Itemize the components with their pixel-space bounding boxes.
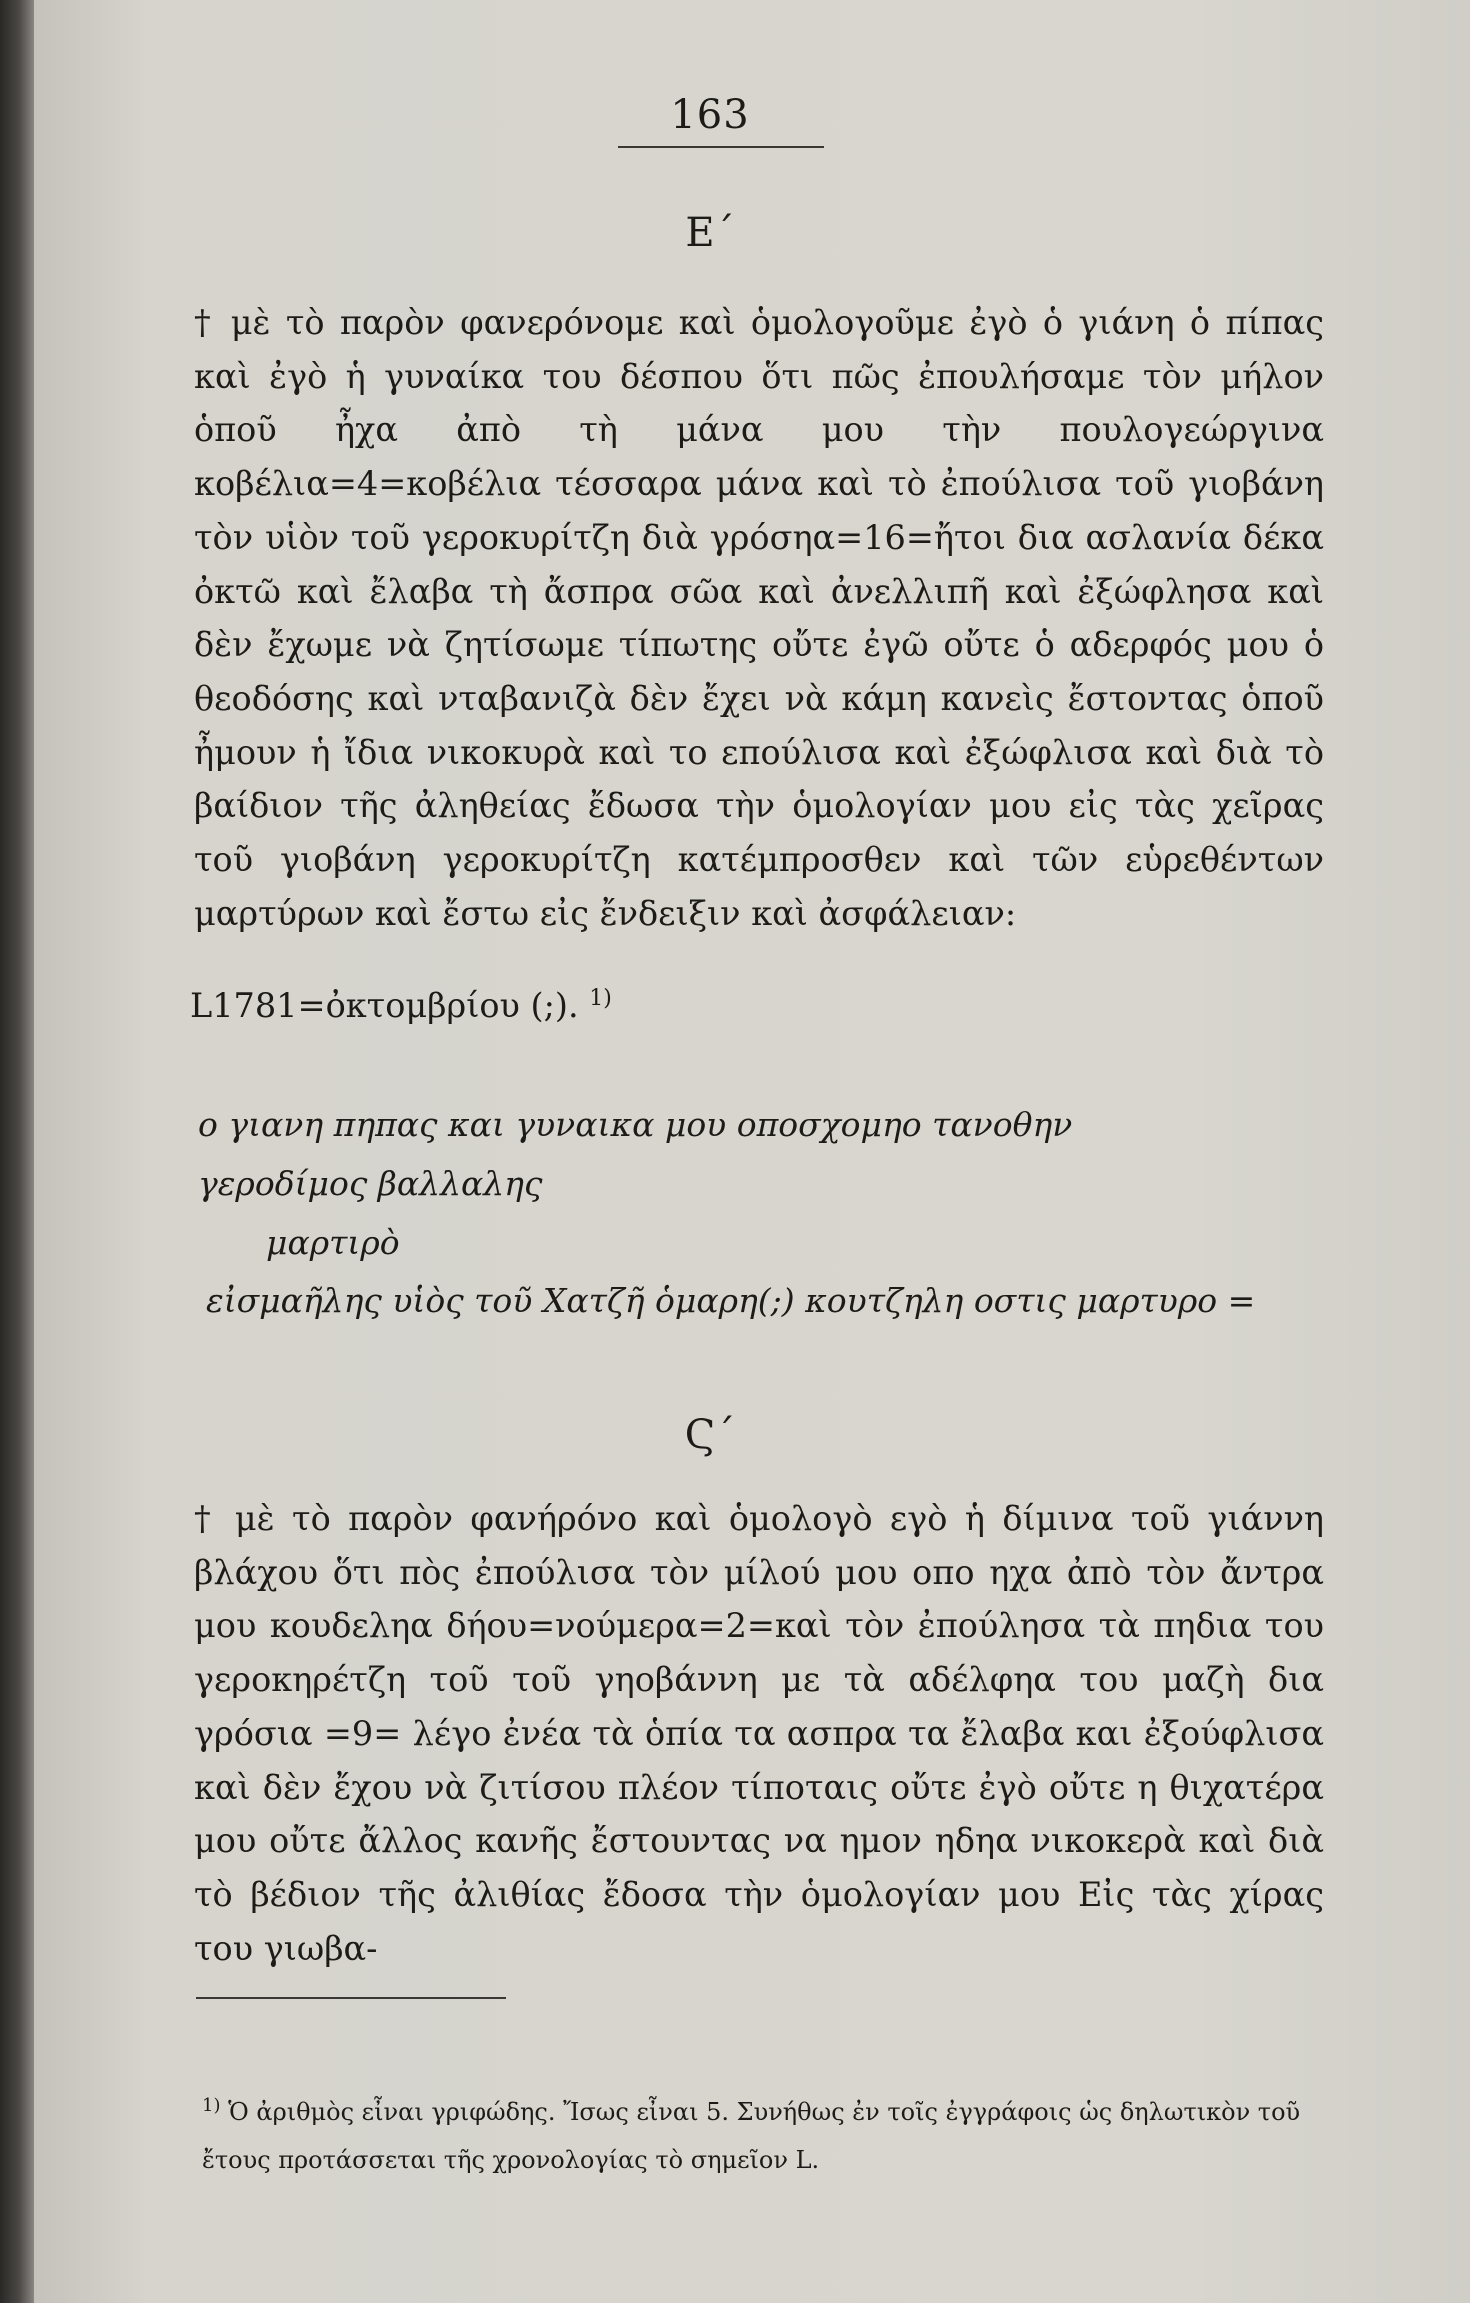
scan-binding-edge xyxy=(0,0,34,2303)
page-number: 163 xyxy=(670,92,750,138)
signature-line: μαρτιρὸ xyxy=(266,1223,400,1262)
document-e-paragraph xyxy=(194,296,1324,940)
document-e-date xyxy=(190,986,612,1025)
footnote-text: Ὁ ἀριθμὸς εἶναι γριφώδης. Ἴσως εἶναι 5. Συνήθως ἐν τοῖς ἐγγράφοις ὡς δηλωτικὸν τοῦ ἔτους προτάσσεται τῆς χρονολογίας τὸ σημεῖον L. xyxy=(202,2098,1301,2174)
document-e-text: † μὲ τὸ παρὸν φανερόνομε καὶ ὁμολογοῦμε ἐγὸ ὁ γιάνη ὁ πίπας καὶ ἐγὸ ἡ γυναίκα του δέσπου ὅτι πῶς ἐπουλήσαμε τὸν μήλον ὁποῦ ἦχα ἀπὸ τὴ μάνα μου τὴν πουλογεώργινα κοβέλια=4=κοβέλια τέσσαρα μάνα καὶ τὸ ἐπούλισα τοῦ γιοβάνη τὸν υἱὸν τοῦ γεροκυρίτζη διὰ γρόσηα=16=ἤτοι δια ασλανία δέκα ὀκτῶ καὶ ἔλαβα τὴ ἄσπρα σῶα καὶ ἀνελλιπῆ καὶ ἐξώφλησα καὶ δὲν ἔχωμε νὰ ζητίσωμε τίπωτης οὔτε ἐγῶ οὔτε ὁ αδερφός μου ὁ θεοδόσης καὶ νταβανιζὰ δὲν ἔχει νὰ κάμη κανεὶς ἔστοντας ὁποῦ ἦμουν ἡ ἴδια νικοκυρὰ καὶ το επούλισα καὶ ἐξώφλισα καὶ διὰ τὸ βαίδιον τῆς ἀληθείας ἔδωσα τὴν ὁμολογίαν μου εἰς τὰς χεῖρας τοῦ γιοβάνη γεροκυρίτζη κατέμπροσθεν καὶ τῶν εὑρεθέντων μαρτύρων καὶ ἔστω εἰς ἔνδειξιν καὶ ἀσφάλειαν: xyxy=(194,303,1324,933)
section-heading-e: Ε΄ xyxy=(685,210,735,256)
signature-line: γεροδίμος βαλλαλης xyxy=(198,1164,543,1203)
document-st-paragraph xyxy=(194,1492,1324,1975)
document-st-text: † μὲ τὸ παρὸν φανήρόνο καὶ ὁμολογὸ εγὸ ἡ δίμινα τοῦ γιάννη βλάχου ὅτι πὸς ἐπούλισα τὸν μίλού μου οπο ηχα ἀπὸ τὸν ἄντρα μου κουδεληα δήου=νούμερα=2=καὶ τὸν ἐπούλησα τὰ πηδια του γεροκηρέτζη τοῦ τοῦ γηοβάννη με τὰ αδέλφηα του μαζὴ δια γρόσια =9= λέγο ἐνέα τὰ ὁπία τα ασπρα τα ἔλαβα και ἐξούφλισα καὶ δὲν ἔχου νὰ ζιτίσου πλέον τίποταις οὔτε ἐγὸ οὔτε η θιχατέρα μου οὔτε ἄλλος κανῆς ἔστουντας να ημον ηδηα νικοκερὰ καὶ διὰ τὸ βέδιον τῆς ἀλιθίας ἔδοσα τὴν ὁμολογίαν μου Εἰς τὰς χίρας του γιωβα- xyxy=(194,1499,1324,1968)
footnote-mark: 1) xyxy=(202,2095,221,2116)
footnote xyxy=(202,2082,1332,2184)
footnote-rule xyxy=(196,1997,506,1999)
section-heading-st: Ϛ΄ xyxy=(684,1412,736,1458)
footnote-reference: 1) xyxy=(589,986,612,1011)
book-page xyxy=(34,0,1470,2303)
page-number-rule xyxy=(618,146,824,148)
signature-line: ο γιανη πηπας και γυναικα μου οποσχομηο τανοθην xyxy=(198,1105,1073,1144)
date-text: L1781=ὀκτομβρίου (;). xyxy=(190,986,579,1026)
signature-line: εἰσμαῆλης υἱὸς τοῦ Χατζῆ ὁμαρη(;) κουτζηλη οστις μαρτυρο = xyxy=(206,1281,1256,1320)
